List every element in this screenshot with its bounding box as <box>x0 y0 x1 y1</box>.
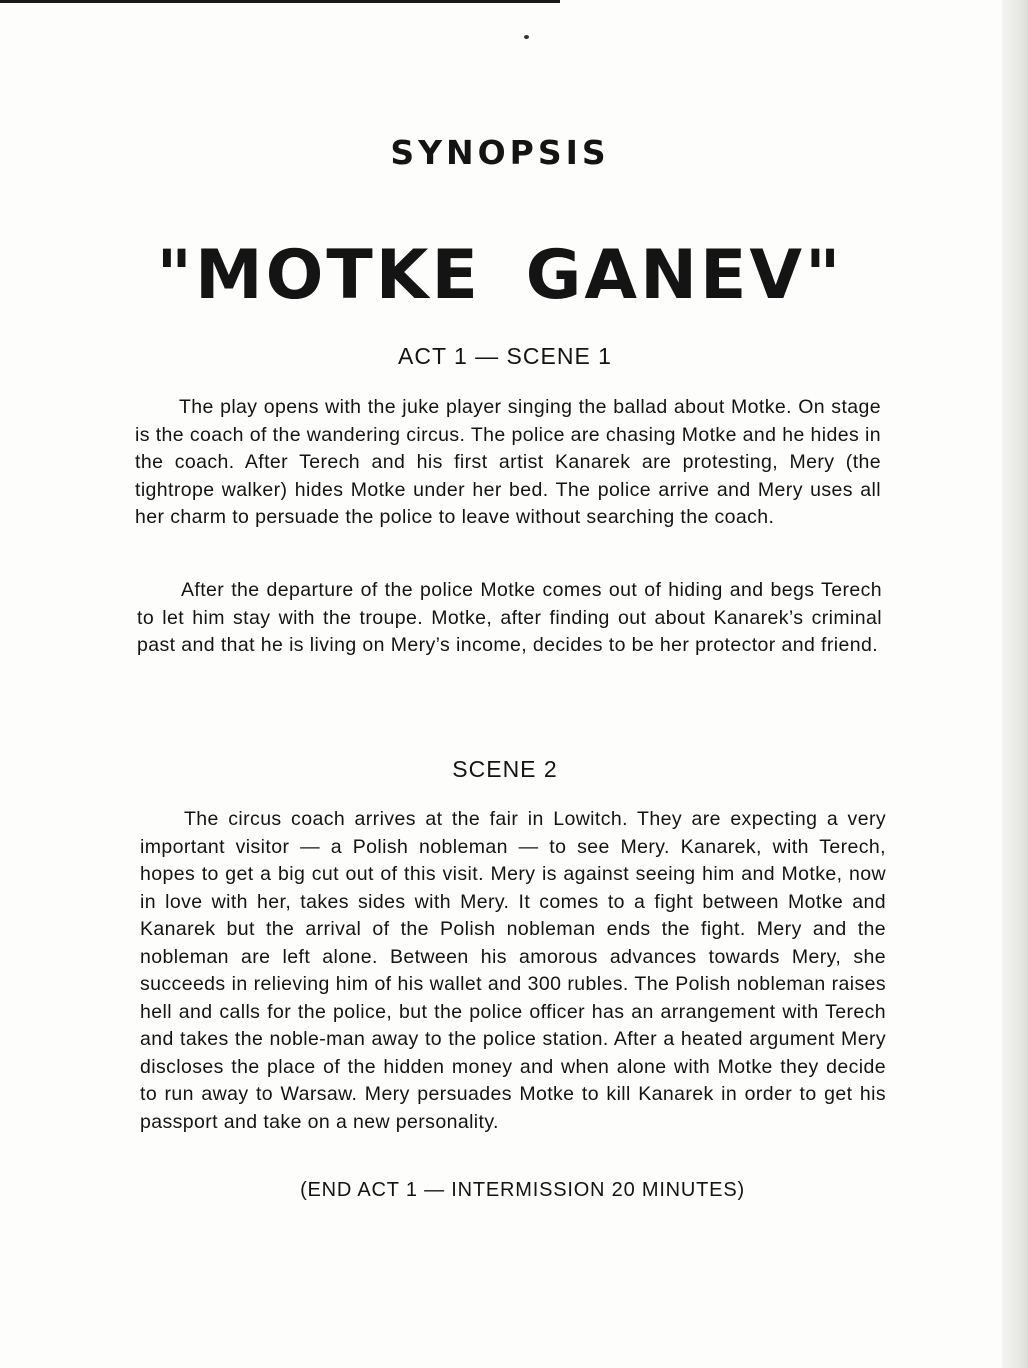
print-speck <box>524 35 529 39</box>
intermission-note: (END ACT 1 — INTERMISSION 20 MINUTES) <box>300 1179 745 1201</box>
act1-scene1-heading: ACT 1 — SCENE 1 <box>398 343 612 369</box>
page-edge-line <box>0 0 560 3</box>
scene2-heading: SCENE 2 <box>452 756 558 782</box>
page-fold-shadow <box>1002 0 1028 1368</box>
act1-scene1-paragraph-1: The play opens with the juke player singing the ballad about Motke. On stage is the coach of the wandering circus. The police are chasing Motke and he hides in the coach. After Terech and his first artist Kanarek are protesting, Mery (the tightrope walker) hides Motke under her bed. The police arrive and Mery uses all her charm to persuade the police to leave without searching the coach. <box>135 396 881 528</box>
act1-scene1-paragraph-2: After the departure of the police Motke comes out of hiding and begs Terech to let him stay with the troupe. Motke, after finding out about Kanarek’s criminal past and that he is living on Mery’s income, decides to be her protector and friend. <box>137 579 882 656</box>
play-title: "MOTKE GANEV" <box>156 236 844 315</box>
synopsis-heading: SYNOPSIS <box>390 133 610 172</box>
scene2-paragraph-1: The circus coach arrives at the fair in Lowitch. They are expecting a very important visitor — a Polish nobleman — to see Mery. Kanarek, with Terech, hopes to get a big cut out of this visit. Mery is against seeing him and Motke, now in love with her, takes sides with Mery. It comes to a fight between Motke and Kanarek but the arrival of the Polish nobleman ends the fight. Mery and the nobleman are left alone. Between his amorous advances towards Mery, she succeeds in relieving him of his wallet and 300 rubles. The Polish nobleman raises hell and calls for the police, but the police officer has an arrangement with Terech and takes the noble-man away to the police station. After a heated argument Mery discloses the place of the hidden money and when alone with Motke they decide to run away to Warsaw. Mery persuades Motke to kill Kanarek in order to get his passport and take on a new personality. <box>140 808 886 1133</box>
